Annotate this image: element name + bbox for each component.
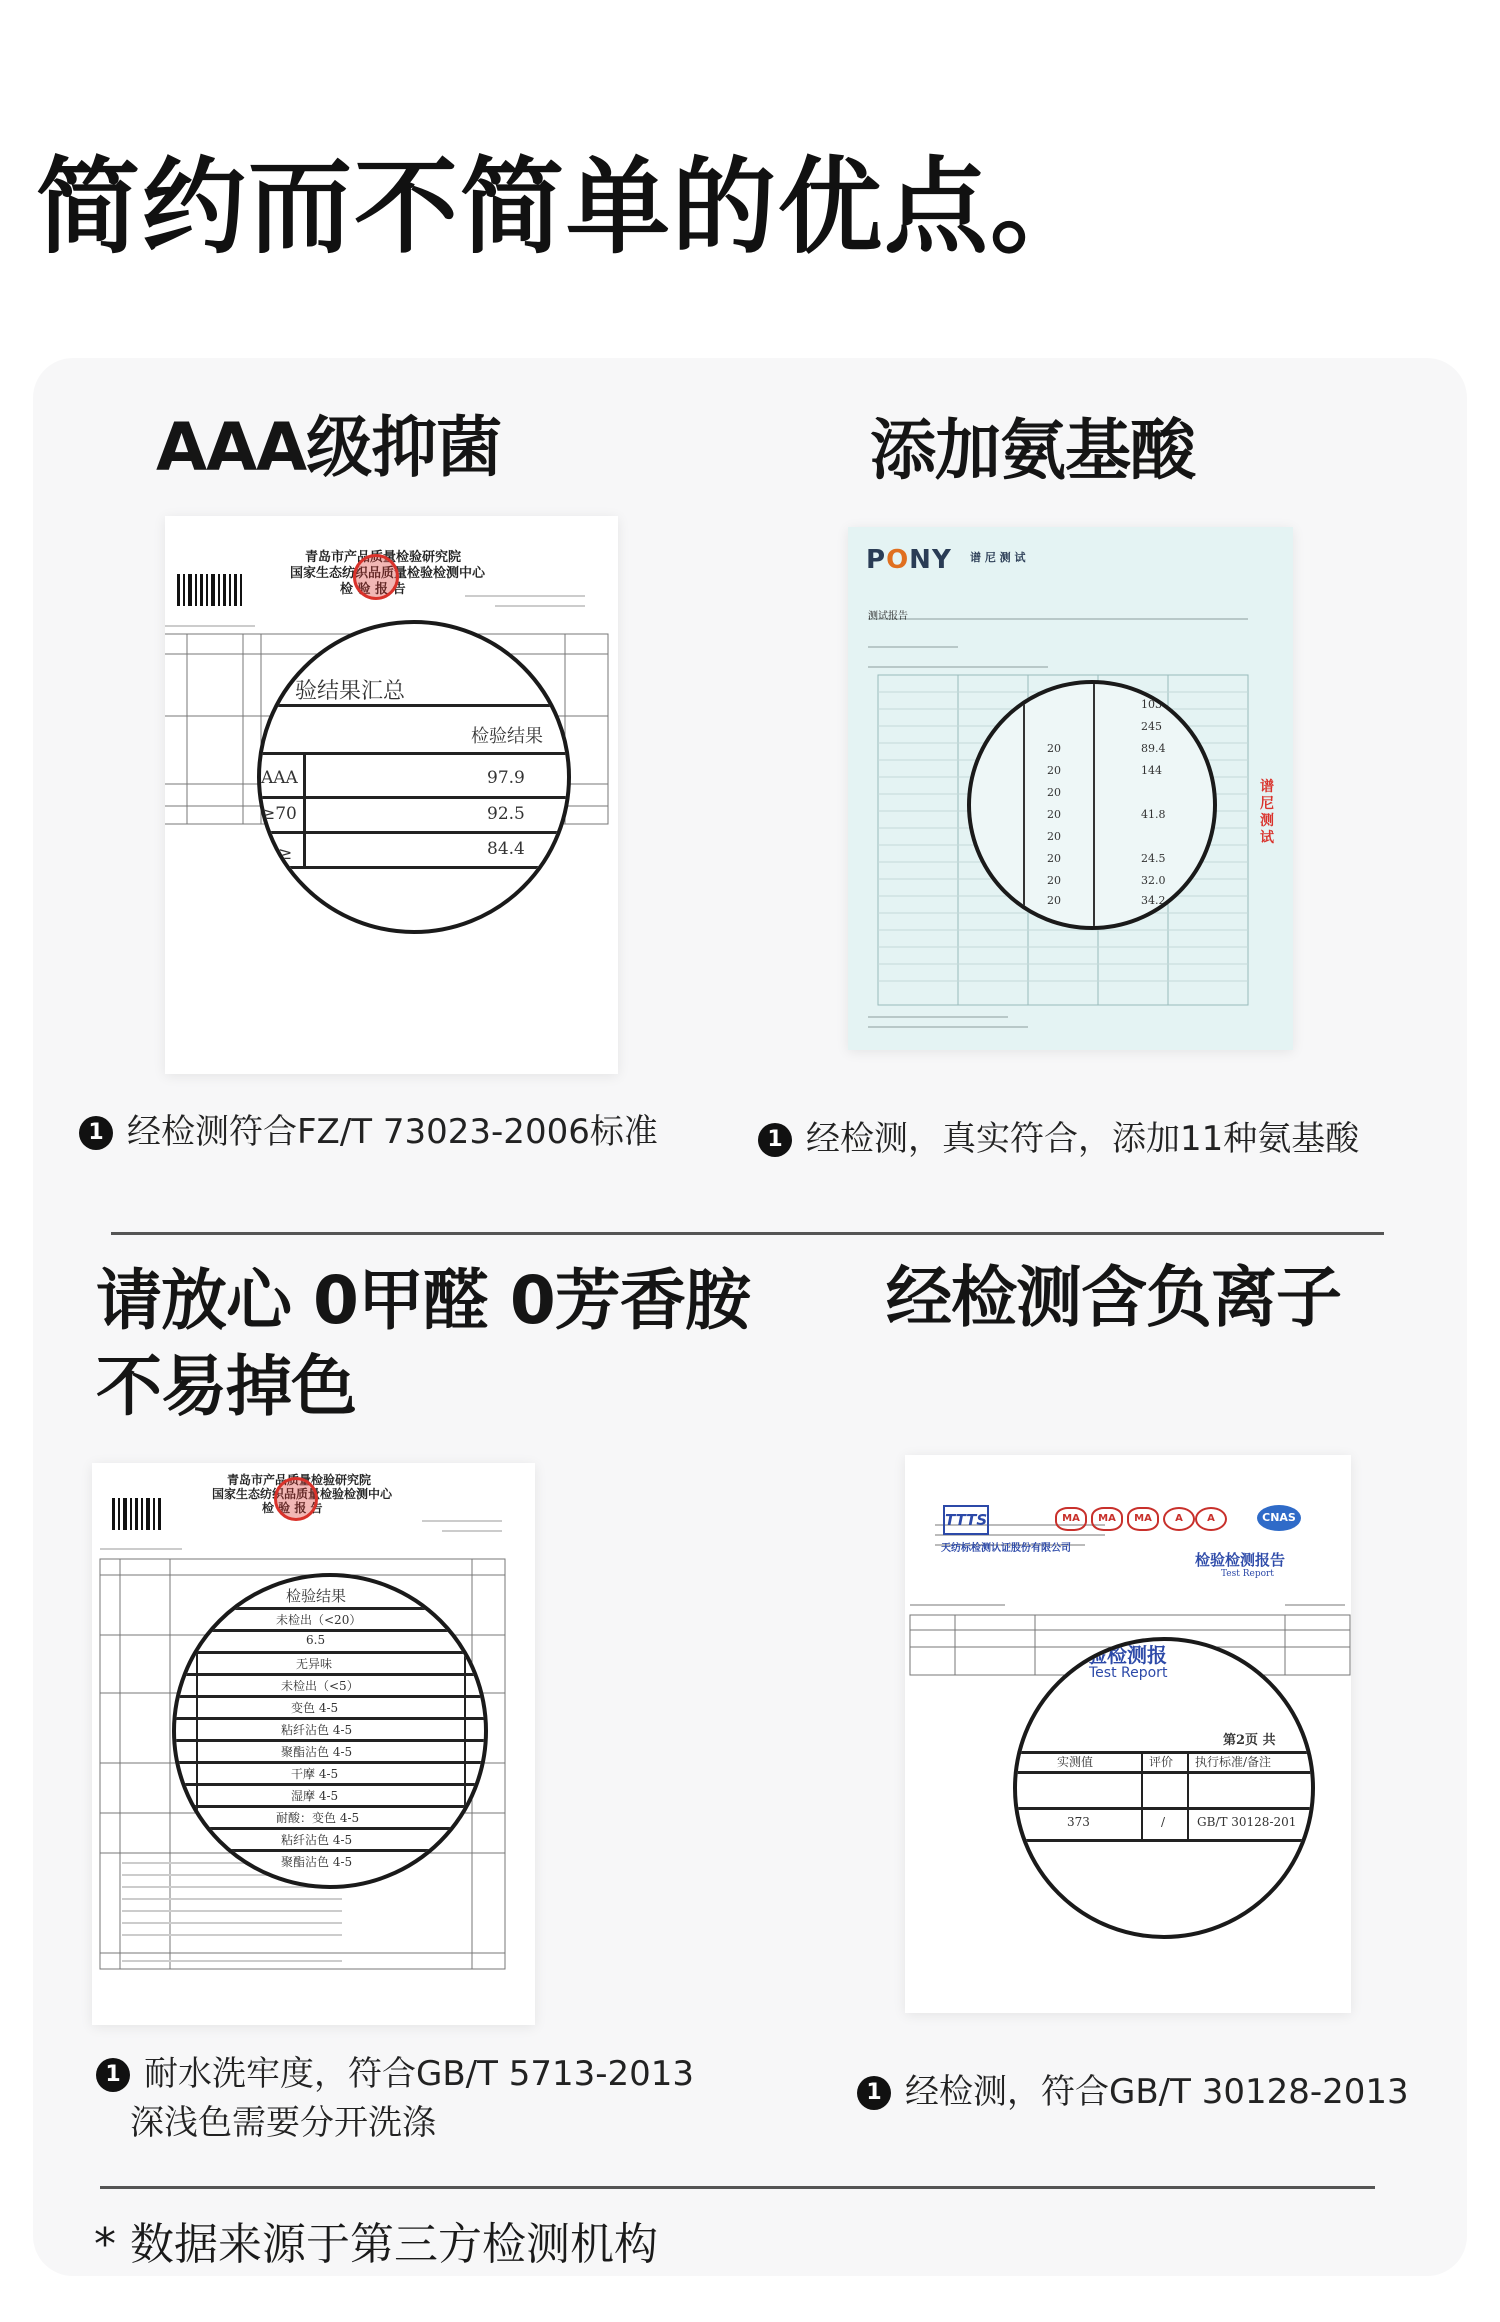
lens-value: 144	[1141, 764, 1162, 777]
lens-value: 84.4	[487, 839, 525, 859]
red-seal-stamp	[274, 1477, 318, 1521]
report-title: 检验检测报告	[1195, 1551, 1286, 1569]
lens-value: 92.5	[487, 804, 525, 824]
amino-note: 1 经检测，真实符合，添加11种氨基酸	[758, 1115, 1359, 1164]
lens-value: GB/T 30128-201	[1197, 1815, 1297, 1829]
lens-value: 373	[1067, 1815, 1090, 1829]
magnifier-lens	[257, 620, 571, 934]
lens-value: 32.0	[1141, 874, 1166, 887]
antibacterial-report-image	[165, 516, 618, 1074]
lens-unit: 20	[1047, 830, 1061, 843]
lens-heading: 验结果汇总	[295, 679, 406, 704]
lens-value: 未检出（<5）	[281, 1679, 359, 1693]
page-headline: 简约而不简单的优点。	[36, 146, 1097, 268]
lens-unit: 20	[1047, 786, 1061, 799]
safety-report-image	[92, 1463, 535, 2025]
lens-value: 粘纤沾色 4-5	[281, 1833, 353, 1847]
lens-page-number: 第2页 共	[1223, 1733, 1276, 1748]
report-label: 测试报告	[868, 611, 908, 622]
anion-report-image	[905, 1455, 1351, 2013]
bullet-number-icon: 1	[857, 2076, 891, 2110]
cert-badge-icon: A	[1195, 1507, 1227, 1531]
report-subtitle: Test Report	[1221, 1569, 1274, 1579]
lens-value: 34.2	[1141, 894, 1166, 907]
lens-column: 检验结果	[471, 726, 543, 747]
lens-value: 未检出（<20）	[276, 1613, 362, 1627]
section-divider	[111, 1232, 1384, 1235]
lens-unit: 20	[1047, 894, 1061, 907]
cert-badge-icon: MA	[1127, 1507, 1159, 1531]
bullet-number-icon: 1	[79, 1116, 113, 1150]
report-institute-line2: 国家生态纺织品质量检验检测中心	[212, 1487, 393, 1501]
anion-note: 1 经检测，符合GB/T 30128-2013	[857, 2068, 1409, 2117]
magnifier-lens	[172, 1573, 488, 1889]
company-name: 天纺标检测认证股份有限公司	[941, 1543, 1071, 1554]
cert-badge-icon: MA	[1091, 1507, 1123, 1531]
lens-column-header: 实测值	[1057, 1755, 1094, 1769]
bullet-number-icon: 1	[758, 1123, 792, 1157]
section-title-anion: 经检测含负离子	[886, 1259, 1341, 1336]
lens-subheading: Test Report	[1089, 1665, 1168, 1681]
magnifier-lens	[967, 680, 1217, 930]
magnifier-lens	[1013, 1637, 1315, 1939]
report-institute-line1: 青岛市产品质量检验研究院	[305, 550, 462, 565]
ttts-logo: TTTS	[943, 1505, 989, 1535]
lens-row-label: ≥70	[261, 804, 297, 824]
lens-value: 干摩 4-5	[291, 1767, 339, 1781]
lens-unit: 20	[1047, 852, 1061, 865]
bullet-number-icon: 1	[96, 2058, 130, 2092]
lens-value: 24.5	[1141, 852, 1166, 865]
report-title: 检 验 报 告	[340, 582, 406, 597]
section-title-safety: 请放心 0甲醛 0芳香胺 不易掉色	[96, 1262, 750, 1425]
report-institute-line1: 青岛市产品质量检验研究院	[227, 1473, 372, 1487]
lens-unit: 20	[1047, 808, 1061, 821]
lens-value: 6.5	[306, 1633, 326, 1647]
section-title-amino: 添加氨基酸	[870, 412, 1195, 489]
red-seal-stamp	[353, 554, 399, 600]
report-title: 检 验 报 告	[262, 1501, 323, 1515]
lens-value: 聚酯沾色 4-5	[281, 1855, 353, 1869]
lens-unit: 20	[1047, 764, 1061, 777]
lens-value: 变色 4-5	[291, 1701, 339, 1715]
lens-value: 聚酯沾色 4-5	[281, 1745, 353, 1759]
lens-value: 103	[1141, 698, 1162, 711]
cnas-badge-icon: CNAS	[1257, 1505, 1301, 1531]
cert-badge-icon: MA	[1055, 1507, 1087, 1531]
lens-value: 97.9	[487, 768, 525, 788]
lens-column-header: 评价	[1149, 1755, 1174, 1769]
pony-logo-subtitle: 谱 尼 测 试	[970, 551, 1026, 564]
lens-heading: 验检测报	[1087, 1643, 1167, 1667]
lens-row-label: AAA	[261, 768, 298, 788]
safety-note: 1 耐水洗牢度，符合GB/T 5713-2013 深浅色需要分开洗涤	[96, 2050, 694, 2149]
lens-value: /	[1161, 1815, 1166, 1829]
lens-column: 检验结果	[286, 1587, 347, 1605]
lens-value: 41.8	[1141, 808, 1166, 821]
cert-badge-icon: A	[1163, 1507, 1195, 1531]
section-title-antibacterial: AAA级抑菌	[156, 409, 502, 486]
lens-value: 89.4	[1141, 742, 1166, 755]
data-source-footnote: * 数据来源于第三方检测机构	[94, 2219, 658, 2270]
lens-unit: 20	[1047, 874, 1061, 887]
lens-value: 无异味	[296, 1657, 333, 1671]
lens-row-label: 级≥	[261, 844, 293, 864]
red-stamp-text: 谱尼测试	[1260, 779, 1274, 846]
lens-value: 粘纤沾色 4-5	[281, 1723, 353, 1737]
footer-divider	[100, 2186, 1375, 2189]
antibacterial-note: 1 经检测符合FZ/T 73023-2006标准	[79, 1108, 658, 1157]
lens-unit: 20	[1047, 742, 1061, 755]
lens-value: 耐酸：变色 4-5	[276, 1811, 360, 1825]
lens-value: 湿摩 4-5	[291, 1789, 339, 1803]
report-institute-line2: 国家生态纺织品质量检验检测中心	[290, 566, 486, 581]
pony-logo: PONY	[866, 545, 952, 575]
lens-column-header: 执行标准/备注	[1195, 1755, 1272, 1769]
lens-value: 245	[1141, 720, 1162, 733]
amino-report-image	[848, 527, 1293, 1050]
